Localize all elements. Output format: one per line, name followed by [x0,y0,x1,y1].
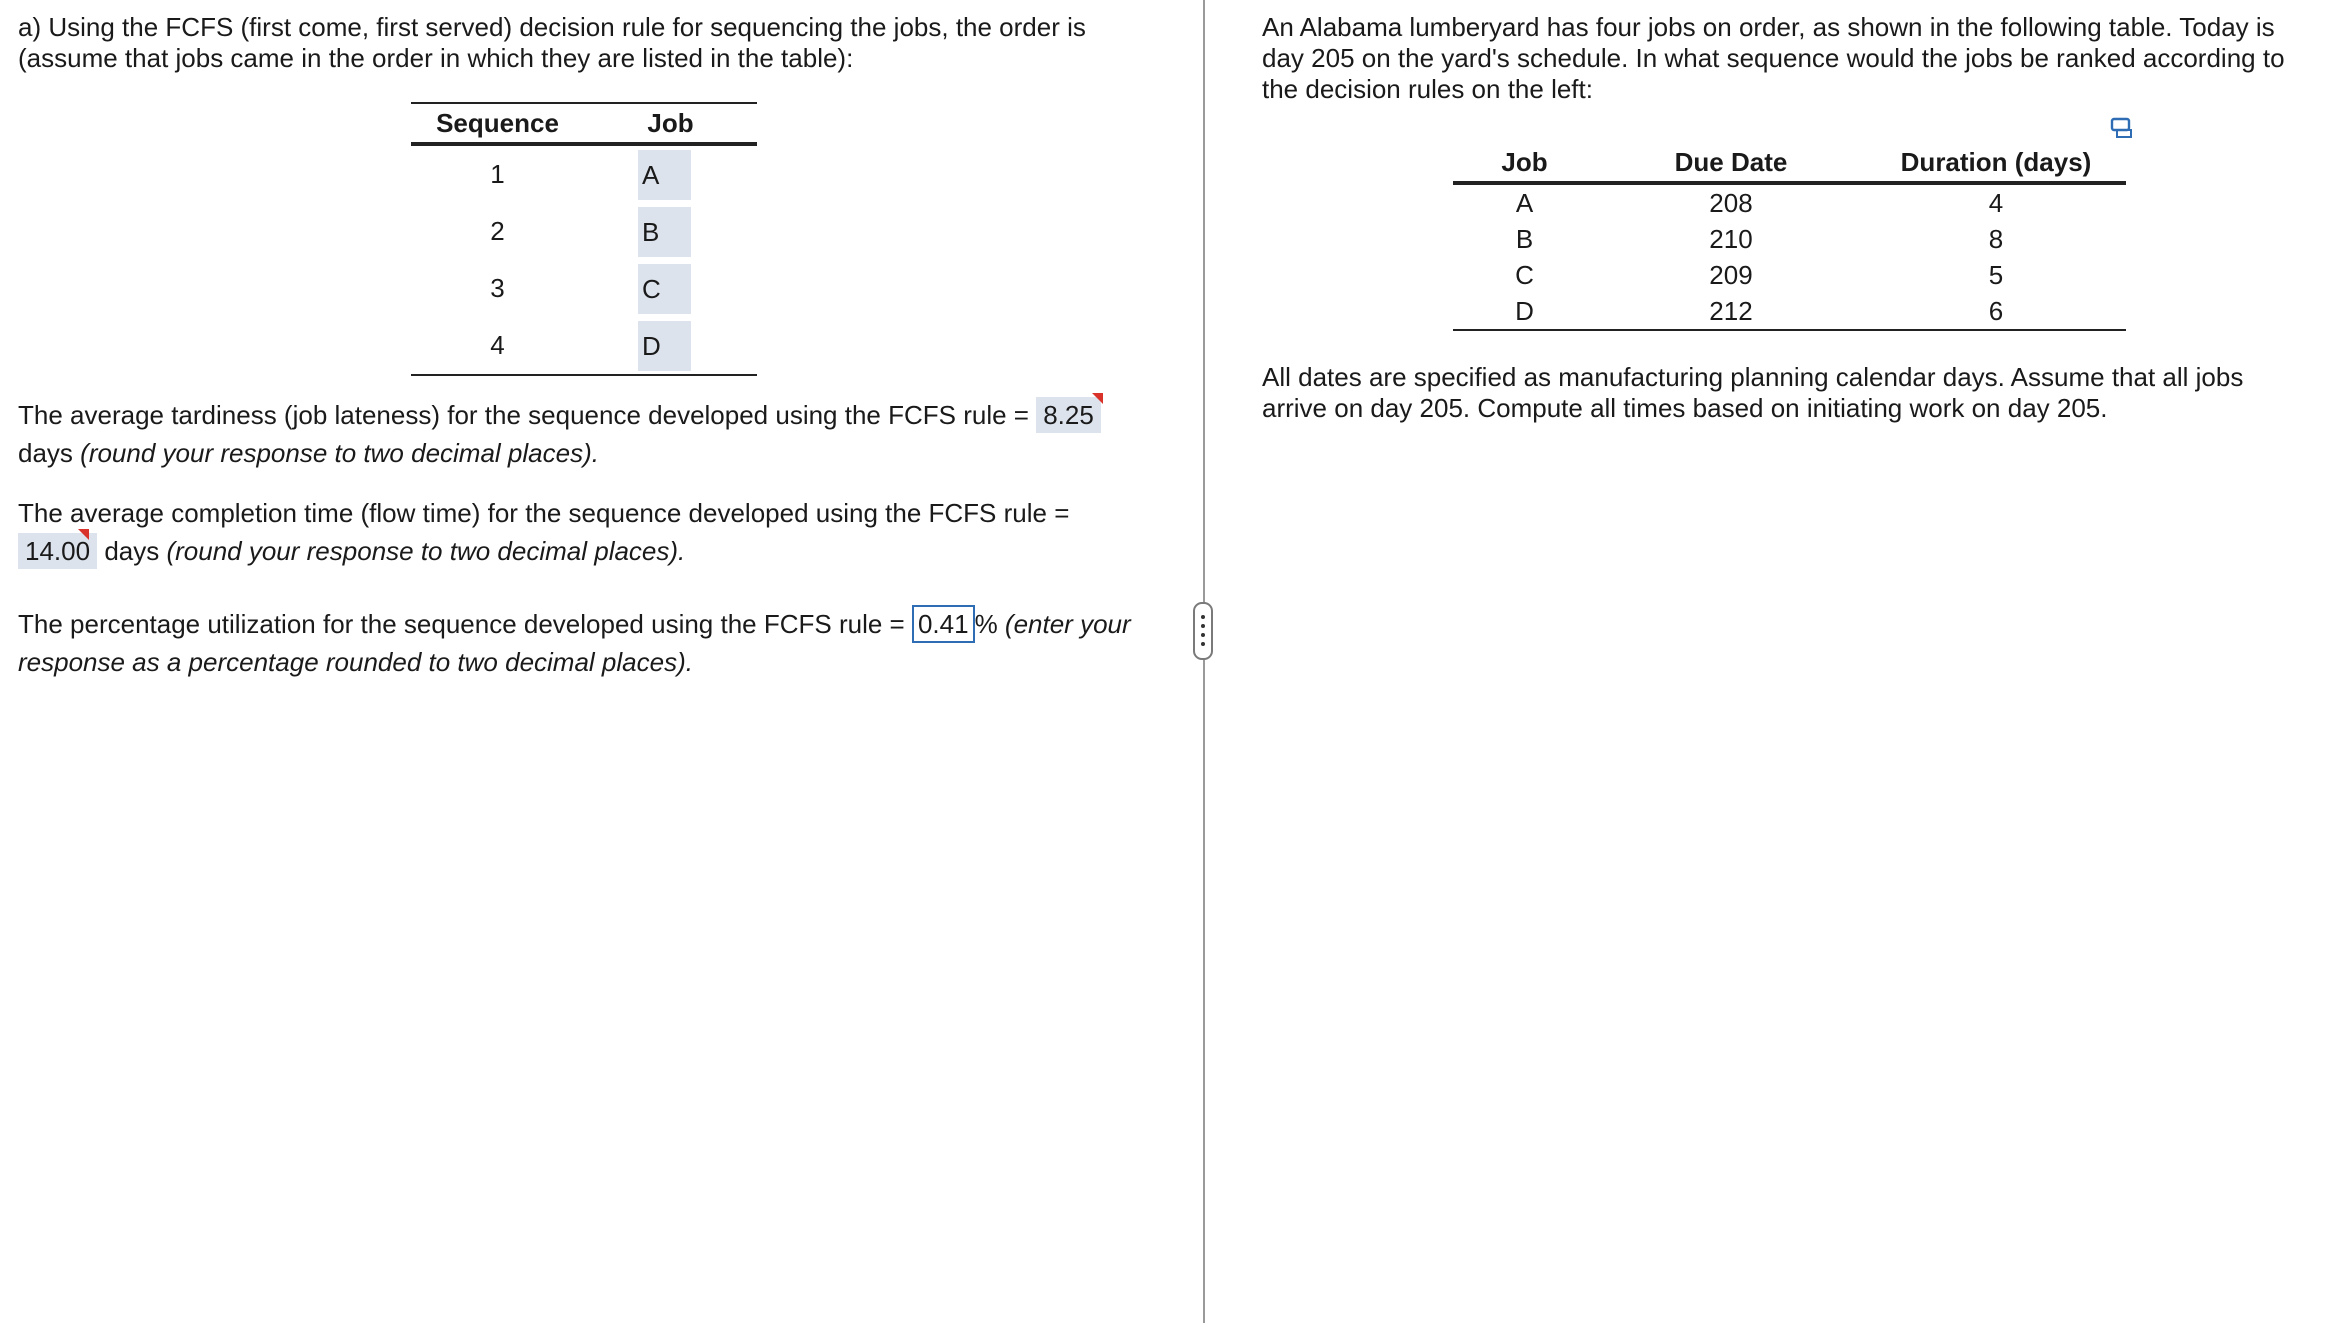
duration-cell: 8 [1988,224,2004,254]
tardiness-question [18,396,1168,472]
problem-note: All dates are specified as manufacturing planning calendar days. Assume that all jobs arrive on day 205. Compute all times based on initiating work on day 205. [1262,362,2244,423]
completion-value: 14.00 [25,536,91,566]
job-column-header: Job [1453,143,1596,183]
duration-column-header: Duration (days) [1866,143,2126,183]
completion-unit: days [104,536,160,566]
handle-dot [1201,642,1205,646]
jobs-table [1453,143,2126,331]
job-answer-field[interactable]: C [638,264,691,314]
tardiness-unit: days [18,438,73,468]
utilization-hint: (enter your response as a percentage rounded to two decimal places). [18,609,1131,677]
completion-hint: (round your response to two decimal places). [166,536,686,566]
sequence-cell: 1 [490,159,505,189]
handle-dot [1201,624,1205,628]
tardiness-hint: (round your response to two decimal places). [80,438,599,468]
tardiness-answer[interactable] [1036,397,1101,433]
sequence-cell: 3 [490,273,505,303]
sequence-cell: 2 [490,216,505,246]
due-date-cell: 209 [1709,260,1753,290]
due-date-column-header: Due Date [1596,143,1866,183]
part-a-prompt: a) Using the FCFS (first come, first served) decision rule for sequencing the jobs, the order is (assume that jobs came in the order in which they are listed in the table): [18,12,1086,73]
utilization-question [18,605,1168,681]
duration-cell: 4 [1988,188,2004,218]
job-header: Job [584,103,757,144]
incorrect-flag-icon [78,529,89,540]
tardiness-label: The average tardiness (job lateness) for the sequence developed using the FCFS rule = [18,400,1029,430]
table-row [1453,257,2126,293]
job-answer-field[interactable]: A [638,150,691,200]
copy-icon[interactable] [2110,116,2134,140]
sequence-cell: 4 [411,317,584,375]
table-row [1453,221,2126,257]
job-cell [584,317,757,375]
completion-label: The average completion time (flow time) for the sequence developed using the FCFS rule = [18,498,1070,528]
table-row [411,260,757,317]
table-row [1453,183,2126,221]
table-row [411,144,757,203]
due-date-cell: 210 [1709,224,1753,254]
job-cell: A [1515,188,1534,218]
table-row [1453,293,2126,330]
tardiness-value: 8.25 [1043,400,1094,430]
completion-answer[interactable] [18,533,97,569]
job-cell: D [1453,293,1596,330]
pane-divider[interactable] [1203,0,1205,1323]
job-cell: B [1515,224,1534,254]
job-answer-field[interactable]: B [638,207,691,257]
utilization-unit: % [974,609,998,639]
problem-intro: An Alabama lumberyard has four jobs on order, as shown in the following table. Today is day 205 on the yard's schedule. In what sequence would the jobs be ranked according to the decision rules on the left: [1262,12,2285,104]
incorrect-flag-icon [1092,393,1103,404]
due-date-cell: 208 [1709,188,1753,218]
duration-cell: 6 [1866,293,2126,330]
due-date-cell: 212 [1596,293,1866,330]
job-cell [584,203,757,260]
sequence-table [411,102,757,376]
drag-handle-icon[interactable] [1193,602,1213,660]
sequence-header: Sequence [411,103,584,144]
handle-dot [1201,633,1205,637]
duration-cell: 5 [1988,260,2004,290]
job-answer-field[interactable]: D [638,321,691,371]
utilization-label: The percentage utilization for the sequence developed using the FCFS rule = [18,609,905,639]
info-pane [1215,0,2325,1331]
utilization-input[interactable]: 0.41 [912,605,975,643]
table-row [411,203,757,260]
table-row [411,317,757,375]
job-cell [584,260,757,317]
job-cell [584,144,757,203]
job-cell: C [1515,260,1534,290]
completion-question [18,494,1168,570]
handle-dot [1201,615,1205,619]
